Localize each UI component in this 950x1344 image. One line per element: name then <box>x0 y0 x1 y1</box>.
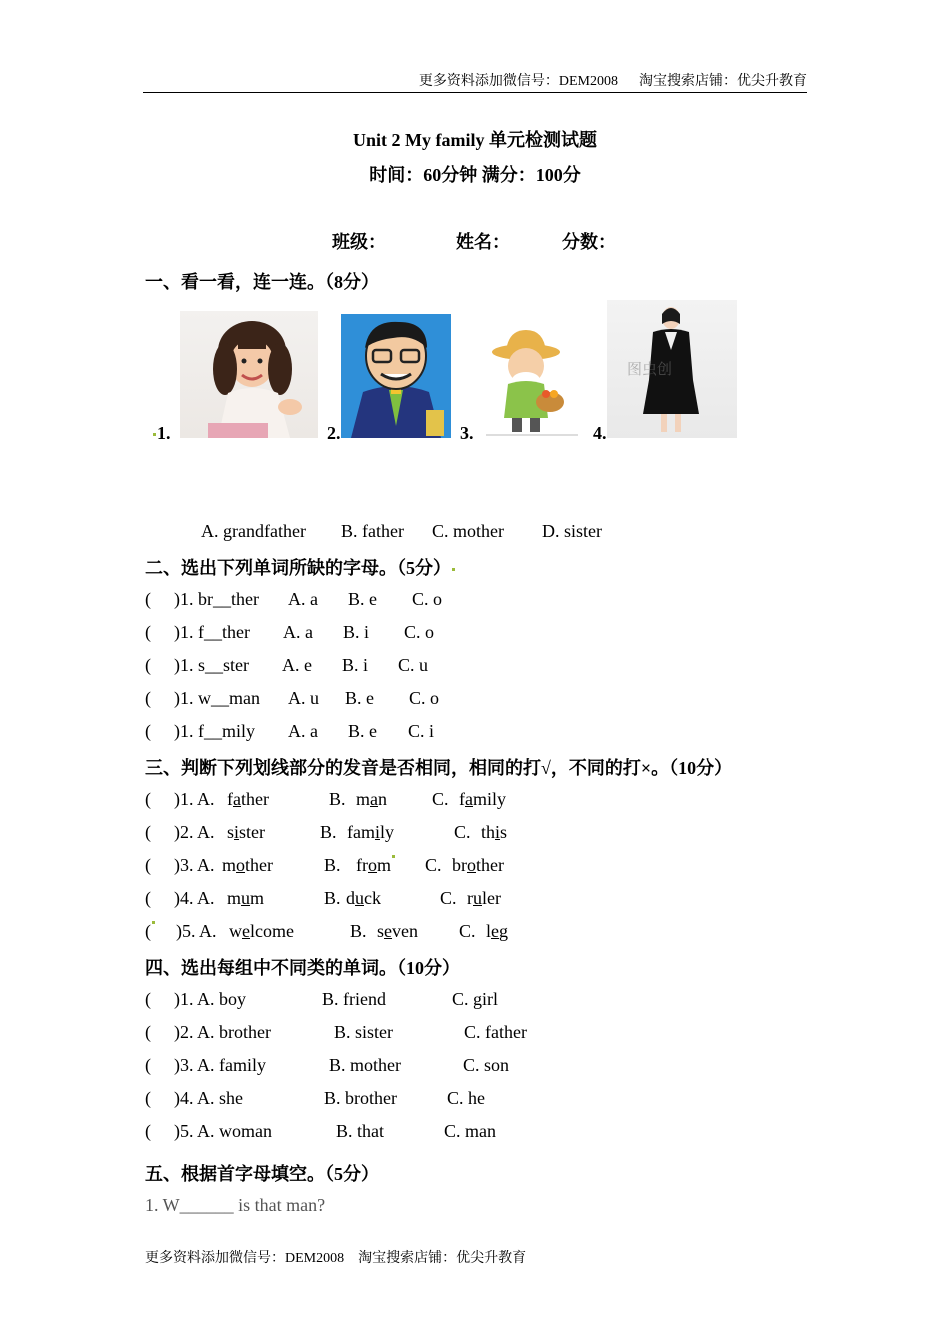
woman-photo <box>607 300 737 438</box>
section1-heading: 一、看一看，连一连。（8分） <box>145 272 379 292</box>
s5-question-1: 1. W______ is that man? <box>145 1195 326 1215</box>
image-watermark: 图虫创 <box>627 360 673 378</box>
exam-meta: 时间：60分钟 满分：100分 <box>369 165 581 185</box>
section5-heading: 五、根据首字母填空。（5分） <box>145 1164 379 1184</box>
page-header: 更多资料添加微信号：DEM2008 淘宝搜索店铺：优尖升教育 <box>143 70 807 93</box>
section4-heading: 四、选出每组中不同类的单词。（10分） <box>145 958 460 978</box>
pic-number-3: 3. <box>460 423 474 443</box>
option-b: B. father <box>341 521 404 541</box>
section2-heading: 二、选出下列单词所缺的字母。（5分） <box>145 554 456 580</box>
pic-number-4: 4. <box>593 423 607 443</box>
cartoon-father <box>341 314 451 438</box>
girl-photo <box>180 311 318 438</box>
class-label: 班级： <box>332 232 386 252</box>
option-d: D. sister <box>542 521 602 541</box>
option-a: A. grandfather <box>201 521 306 541</box>
name-label: 姓名： <box>456 232 510 252</box>
section3-heading: 三、判断下列划线部分的发音是否相同，相同的打√，不同的打×。（10分） <box>145 758 733 778</box>
pic-number-1: 1. <box>152 423 171 444</box>
page-title: Unit 2 My family 单元检测试题 <box>353 130 597 150</box>
pic-number-2: 2. <box>327 423 341 443</box>
score-label: 分数： <box>562 232 616 252</box>
cartoon-grandfather <box>478 318 586 438</box>
option-c: C. mother <box>432 521 504 541</box>
page-footer: 更多资料添加微信号：DEM2008 淘宝搜索店铺：优尖升教育 <box>145 1251 527 1266</box>
